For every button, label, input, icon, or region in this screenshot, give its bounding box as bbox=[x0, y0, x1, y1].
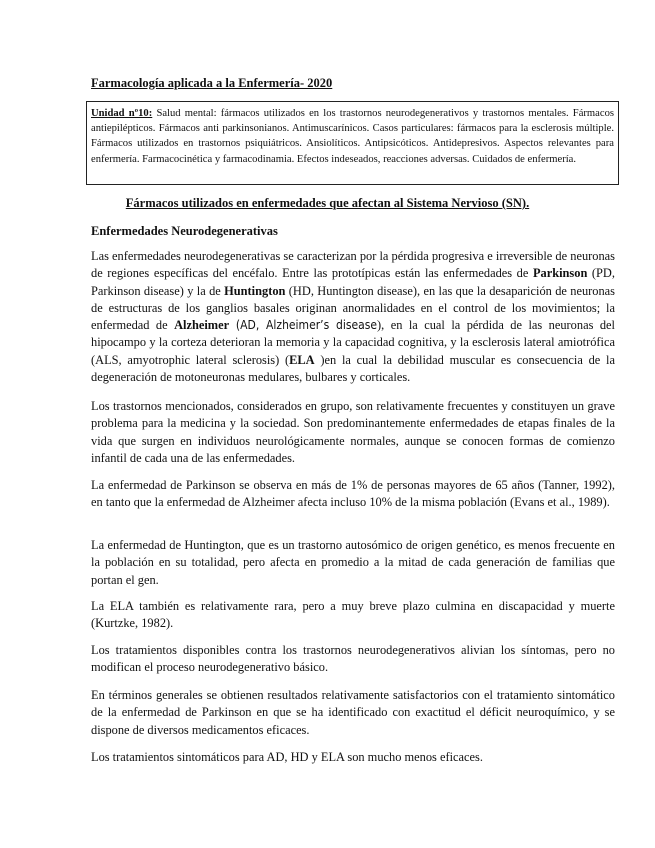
unit-label: Unidad nº10: bbox=[91, 108, 153, 119]
alzheimer-abbrev: (AD, Alzheimer’s disease bbox=[229, 318, 378, 333]
p1-text-1: Las enfermedades neurodegenerativas se caracterizan por la pérdida progresiva e irreversible de neuronas de regiones específicas del encéfalo. Entre las prototípicas están las enfermedades de bbox=[91, 249, 615, 281]
p1-text-5: ), en la cual la pérdida de las neuronas del hipocampo y la corteza deterioran la memoria y la capacidad cognitiva, y la esclerosis lateral amiotrófica (ALS, amyotrophic lateral sclerosis) ( bbox=[91, 318, 615, 367]
paragraph-parkinson-stats: La enfermedad de Parkinson se observa en más de 1% de personas mayores de 65 años (Tanner, 1992), en tanto que la enfermedad de Alzheimer afecta incluso 10% de la misma población (Evans et al., 1989). bbox=[91, 478, 615, 510]
paragraph-parkinson-treatment: En términos generales se obtienen resultados relativamente satisfactorios con el tratamiento sintomático de la enfermedad de Parkinson en que se ha identificado con exactitud el déficit neuroquímico, y se dispone de diversos medicamentos eficaces. bbox=[91, 688, 615, 737]
p1-text-6: )en la cual la debilidad muscular es consecuencia de la degeneración de motoneuronas medulares, bulbares y corticales. bbox=[91, 352, 615, 385]
subheading-neurodegenerative: Enfermedades Neurodegenerativas bbox=[91, 224, 278, 238]
paragraph-prevalence: Los trastornos mencionados, considerados en grupo, son relativamente frecuentes y constituyen un grave problema para la medicina y la sociedad. Son predominantemente enfermedades de etapas finales de la vida que surgen en individuos neurológicamente normales, aunque se conocen formas de comienzo infantil de cada una de las enfermedades. bbox=[91, 399, 615, 465]
term-parkinson: Parkinson bbox=[532, 266, 588, 281]
paragraph-intro bbox=[91, 248, 615, 386]
unit-summary-box bbox=[86, 101, 619, 185]
paragraph-treatments: Los tratamientos disponibles contra los trastornos neurodegenerativos alivian los síntomas, pero no modifican el proceso neurodegenerativo básico. bbox=[91, 643, 615, 675]
course-title: Farmacología aplicada a la Enfermería- 2020 bbox=[91, 76, 333, 90]
p1-text-2: (PD, Parkinson disease) y la de bbox=[91, 266, 615, 298]
p1-text-3: (HD, Huntington disease), en las que la desaparición de neuronas de estructuras de los ganglios basales originan anormalidades en el control de los movimientos; la enfermedad de bbox=[91, 283, 615, 333]
term-huntington: Huntington bbox=[224, 283, 286, 298]
term-alzheimer: Alzheimer bbox=[174, 318, 230, 333]
paragraph-other-treatments: Los tratamientos sintomáticos para AD, HD y ELA son mucho menos eficaces. bbox=[91, 750, 483, 764]
section-title: Fármacos utilizados en enfermedades que afectan al Sistema Nervioso (SN). bbox=[125, 196, 530, 210]
unit-summary-text: Salud mental: fármacos utilizados en los trastornos neurodegenerativos y trastornos mentales. Fármacos antiepilépticos. Fármacos anti parkinsonianos. Antimuscarínicos. Casos particulares: fármacos para la esclerosis múltiple. Fármacos utilizados en trastornos psiquiátricos. Ansiolíticos. Antipsicóticos. Antidepresivos. Aspectos relevantes para enfermería. Farmacocinética y farmacodinamia. Efectos indeseados, reacciones adversas. Cuidados de enfermería. bbox=[91, 108, 614, 165]
term-ela: ELA bbox=[289, 352, 315, 367]
paragraph-huntington: La enfermedad de Huntington, que es un trastorno autosómico de origen genético, es menos frecuente en la población en su totalidad, pero afecta en promedio a la mitad de cada generación de familias que portan el gen. bbox=[91, 538, 615, 587]
paragraph-ela: La ELA también es relativamente rara, pero a muy breve plazo culmina en discapacidad y muerte (Kurtzke, 1982). bbox=[91, 599, 615, 631]
